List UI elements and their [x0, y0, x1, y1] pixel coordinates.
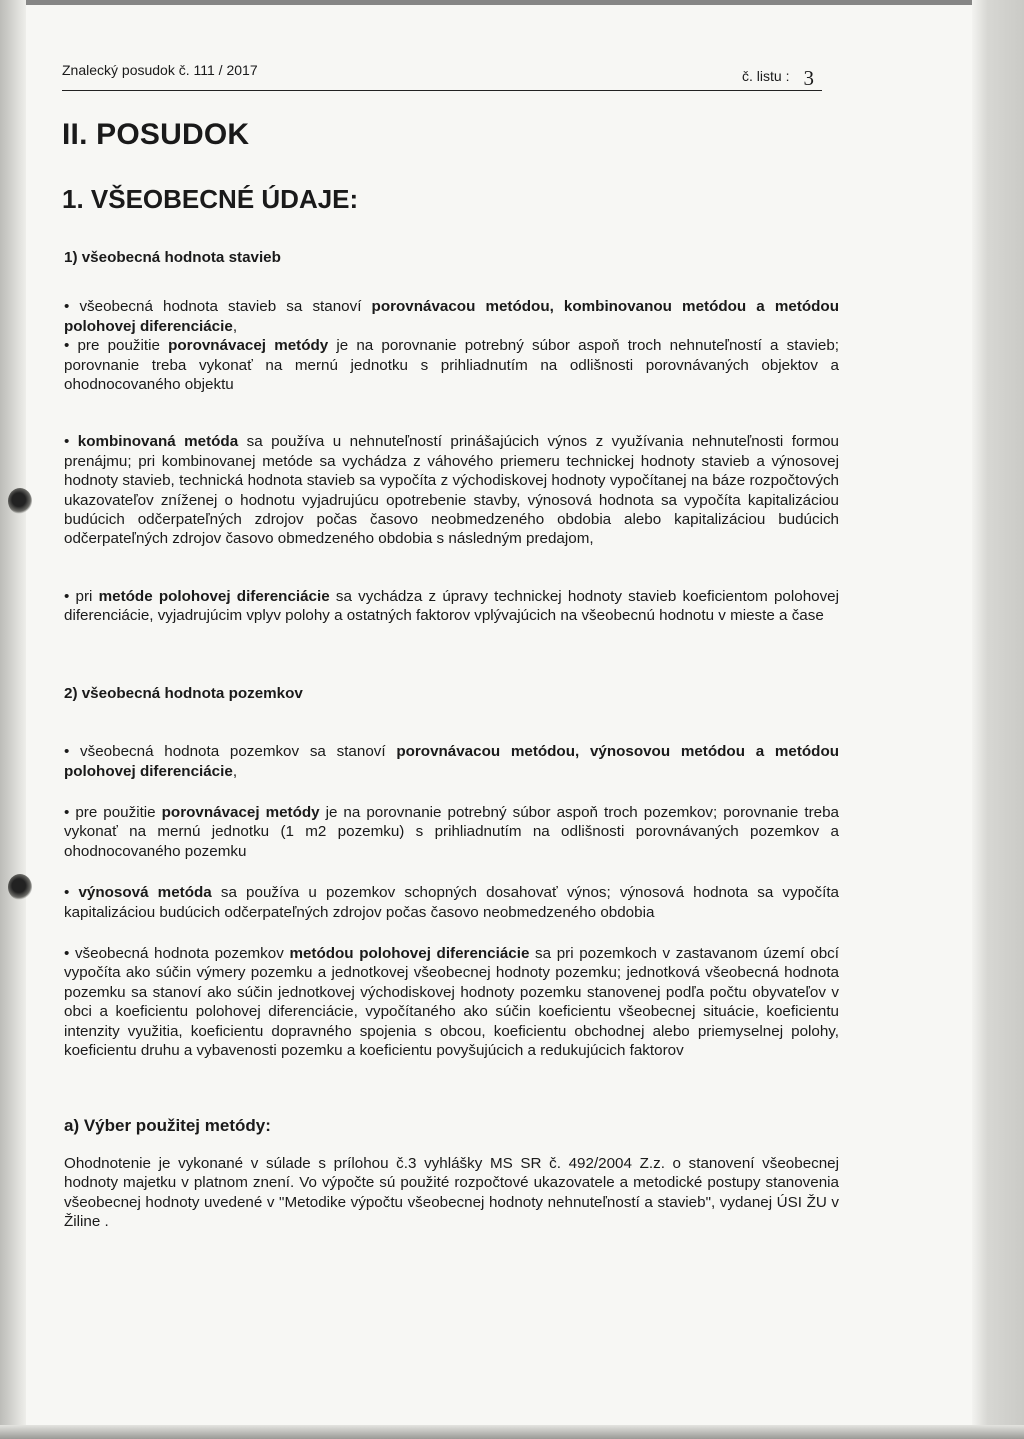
page-title: II. POSUDOK: [62, 118, 250, 151]
punch-hole-icon: [8, 488, 32, 514]
method-heading: a) Výber použitej metódy:: [64, 1116, 271, 1136]
list-item: • pre použitie porovnávacej metódy je na porovnanie potrebný súbor aspoň troch nehnuteľností a stavieb; porovnanie treba vykonať na mernú jednotku s prihliadnutím na odlišnosti porovnávaných objektov a ohodnocovaného objektu: [64, 337, 839, 394]
scan-right-edge: [972, 0, 1024, 1439]
scan-left-edge: [0, 0, 26, 1439]
scan-bottom-edge: [0, 1425, 1024, 1439]
header-divider: [62, 90, 822, 91]
list-item: • výnosová metóda sa používa u pozemkov schopných dosahovať výnos; výnosová hodnota sa vypočíta kapitalizáciou budúcich odčerpateľných zdrojov počas časovo neobmedzeného obdobia: [64, 884, 839, 921]
punch-hole-icon: [8, 874, 32, 900]
method-text: Ohodnotenie je vykonané v súlade s prílohou č.3 vyhlášky MS SR č. 492/2004 Z.z. o stanovení všeobecnej hodnoty majetku v platnom znení. Vo výpočte sú použité rozpočtové ukazovatele a metodické postupy stanovenia všeobecnej hodnoty uvedené v "Metodike výpočtu všeobecnej hodnoty nehnuteľností a stavieb", vydanej ÚSI ŽU v Žiline .: [64, 1154, 839, 1230]
sheet-label: č. listu :: [742, 68, 790, 84]
list-item: • všeobecná hodnota pozemkov metódou polohovej diferenciácie sa pri pozemkoch v zastavanom území obcí vypočíta ako súčin výmery pozemku a jednotkovej všeobecnej hodnoty pozemku; jednotková všeobecná hodnota pozemku sa stanoví ako súčin jednotkovej východiskovej hodnoty pozemku stanovenej podľa počtu obyvateľov v obci a koeficientu polohovej diferenciácie, vypočítaného ako súčin koeficientu všeobecnej situácie, koeficientu intenzity využitia, koeficientu dopravného spojenia s obcou, koeficientu obchodnej alebo priemyselnej polohy, koeficientu druhu a vybavenosti pozemku a koeficientu povyšujúcich a redukujúcich faktorov: [64, 944, 839, 1059]
list-item: • pri metóde polohovej diferenciácie sa vychádza z úpravy technickej hodnoty stavieb koeficientom polohovej diferenciácie, vyjadrujúcim vplyv polohy a ostatných faktorov vplývajúcich na všeobecnú hodnotu v mieste a čase: [64, 587, 840, 625]
document-label: Znalecký posudok č. 111 / 2017: [62, 62, 258, 78]
section-heading-land: 2) všeobecná hodnota pozemkov: [64, 684, 303, 702]
sheet-number: 3: [803, 66, 814, 90]
document-body: [64, 248, 839, 1231]
list-item: • pre použitie porovnávacej metódy je na porovnanie potrebný súbor aspoň troch pozemkov; porovnanie treba vykonať na mernú jednotku (1 m2 pozemku) s prihliadnutím na odlišnosti porovnávaných pozemkov a ohodnocovaného pozemku: [64, 803, 839, 860]
section-heading-buildings: 1) všeobecná hodnota stavieb: [64, 249, 281, 266]
list-item: • všeobecná hodnota stavieb sa stanoví porovnávacou metódou, kombinovanou metódou a metódou polohovej diferenciácie,: [64, 298, 839, 335]
scan-top-edge: [26, 0, 972, 5]
section-title: 1. VŠEOBECNÉ ÚDAJE:: [62, 184, 359, 214]
sheet-indicator: [742, 62, 814, 90]
list-item: • kombinovaná metóda sa používa u nehnuteľností prinášajúcich výnos z využívania nehnuteľnosti formou prenájmu; pri kombinovanej metóde sa vychádza z váhového priemeru technickej hodnoty stavieb a výnosovej hodnoty stavieb, technická hodnota stavieb sa vypočíta z východiskovej hodnoty vypočítanej na báze rozpočtových ukazovateľov zníženej o hodnotu vyjadrujúcu opotrebenie stavby, výnosová hodnota sa vypočíta kapitalizáciou budúcich odčerpateľných zdrojov počas časovo neobmedzeného obdobia alebo kapitalizáciou budúcich odčerpateľných zdrojov časovo obmedzeného obdobia s následným predajom,: [64, 433, 840, 548]
list-item: • všeobecná hodnota pozemkov sa stanoví porovnávacou metódou, výnosovou metódou a metódou polohovej diferenciácie,: [64, 743, 839, 780]
